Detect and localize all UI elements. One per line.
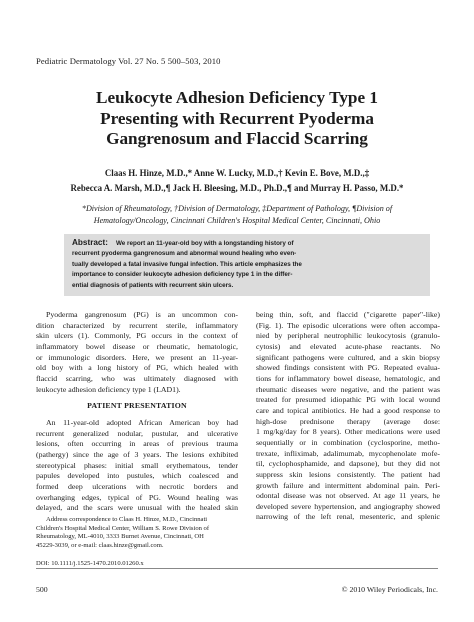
body-line: nied by peripheral neutrophilic leukocytosis (granulo- bbox=[256, 331, 440, 341]
abstract-box bbox=[64, 234, 430, 296]
abstract-first-line bbox=[72, 238, 422, 249]
body-line: inflammatory bowel disease or rheumatic, hematologic, bbox=[36, 341, 238, 351]
body-line: care and topical antibiotics. He had a good response to bbox=[256, 405, 440, 415]
footnote-line: Rheumatology, ML-4010, 3333 Burnet Avenue, Cincinnati, OH bbox=[36, 533, 204, 541]
body-line: (pathergy) since the age of 3 years. The lesions exhibited bbox=[36, 449, 238, 459]
body-line: delayed, and the scars were unusual with the healed skin bbox=[36, 503, 238, 513]
body-line: skin ulcers (1). Commonly, PG occurs in the context of bbox=[36, 331, 238, 341]
body-line: rheumatic diseases were negative, and the patient was bbox=[256, 384, 440, 394]
abstract-line: tually developed a fatal invasive fungal infection. This article emphasizes the bbox=[72, 260, 302, 268]
body-line: high-dose prednisone therapy (average dose: bbox=[256, 416, 440, 426]
footnote-line: Address correspondence to Claas H. Hinze, M.D., Cincinnati bbox=[46, 516, 208, 523]
abstract-line: ential diagnosis of patients with recurrent skin ulcers. bbox=[72, 281, 234, 289]
affiliation-line: *Division of Rheumatology, †Division of Dermatology, ‡Department of Pathology, ¶Division of bbox=[81, 204, 393, 213]
footnote-line: Children's Hospital Medical Center, William S. Rowe Division of bbox=[36, 524, 210, 532]
abstract-line: importance to consider leukocyte adhesion deficiency type 1 in the differ- bbox=[72, 271, 293, 279]
body-line: (Fig. 1). The episodic ulcerations were often accompa- bbox=[256, 320, 440, 330]
body-line: or immunologic disorders. Here, we present an 11-year- bbox=[36, 352, 238, 362]
body-line: trexate, infliximab, adalimumab, mycophenolate mofe- bbox=[256, 448, 440, 458]
body-line: tions for inflammatory bowel disease, hematologic, and bbox=[256, 373, 440, 383]
left-column bbox=[36, 310, 238, 514]
author-list bbox=[30, 166, 444, 196]
section-heading: PATIENT PRESENTATION bbox=[87, 401, 187, 411]
doi: DOI: 10.1111/j.1525-1470.2010.01260.x bbox=[36, 560, 144, 567]
author-line: Claas H. Hinze, M.D.,* Anne W. Lucky, M.D.,† Kevin E. Bove, M.D.,‡ bbox=[104, 168, 370, 178]
body-line: treated for presumed idiopathic PG with local wound bbox=[256, 395, 440, 405]
article-title bbox=[40, 88, 434, 150]
body-line: odontal disease was not observed. At age 11 years, he bbox=[256, 491, 440, 501]
body-line: sequentially or in combination (cyclosporine, metho- bbox=[256, 437, 440, 447]
body-line: papules developed into pustules, which coalesced and bbox=[36, 471, 238, 481]
title-line: Presenting with Recurrent Pyoderma bbox=[100, 108, 374, 128]
body-line: developed severe hypertension, and angiography showed bbox=[256, 501, 440, 511]
body-line: showed findings consistent with PG. Repeated evalua- bbox=[256, 363, 440, 373]
body-line: old boy with a long history of PG, which healed with bbox=[36, 363, 238, 373]
abstract-label: Abstract: bbox=[72, 238, 108, 247]
body-line: dition characterized by recurrent sterile, inflammatory bbox=[36, 320, 238, 330]
body-line: An 11-year-old adopted African American boy had bbox=[46, 417, 238, 427]
title-line: Leukocyte Adhesion Deficiency Type 1 bbox=[96, 88, 378, 107]
page-number: 500 bbox=[36, 585, 48, 594]
right-column bbox=[256, 310, 440, 523]
body-line: lesions, often occurring in areas of previous trauma bbox=[36, 439, 238, 449]
footer-divider bbox=[36, 568, 438, 569]
body-line: overhanging edges, typical of PG. Wound healing was bbox=[36, 492, 238, 502]
author-line: Rebecca A. Marsh, M.D.,¶ Jack H. Bleesing, M.D., Ph.D.,¶ and Murray H. Passo, M.D.* bbox=[70, 183, 404, 193]
abstract-line: recurrent pyoderma gangrenosum and abnormal wound healing who even- bbox=[72, 250, 297, 258]
abstract-text: We report an 11-year-old boy with a longstanding history of bbox=[115, 240, 294, 247]
journal-citation: Pediatric Dermatology Vol. 27 No. 5 500–503, 2010 bbox=[36, 56, 221, 66]
body-line: til, cyclophosphamide, and dapsone), but they did not bbox=[256, 459, 440, 469]
body-line: being thin, soft, and flaccid ("cigarette paper"-like) bbox=[256, 310, 440, 319]
body-line: significant pathogens were cultured, and a skin biopsy bbox=[256, 352, 440, 362]
correspondence-footnote bbox=[36, 516, 240, 550]
copyright-notice: © 2010 Wiley Periodicals, Inc. bbox=[341, 585, 438, 594]
body-line: cytosis) and elevated acute-phase reactants. No bbox=[256, 341, 440, 351]
body-line: suppress skin lesions consistently. The patient had bbox=[256, 469, 440, 479]
body-line: formed deep ulcerations with necrotic borders and bbox=[36, 481, 238, 491]
body-line: Pyoderma gangrenosum (PG) is an uncommon con- bbox=[46, 310, 238, 319]
footnote-line: 45229-3039, or e-mail: claas.hinze@gmail.com. bbox=[36, 541, 164, 549]
body-line: growth failure and intermittent abdominal pain. Peri- bbox=[256, 480, 440, 490]
body-line: narrowing of the left renal, mesenteric, and splenic bbox=[256, 512, 440, 522]
body-line: 1 mg/kg/day for 8 years). Other medications were used bbox=[256, 427, 440, 437]
body-line: leukocyte adhesion deficiency type 1 (LAD1). bbox=[36, 384, 181, 394]
body-line: recurrent generalized nodular, pustular, and ulcerative bbox=[36, 428, 238, 438]
body-line: stereotypical phases: initial small erythematous, tender bbox=[36, 460, 238, 470]
affiliation-line: Hematology/Oncology, Cincinnati Children's Hospital Medical Center, Cincinnati, Ohio bbox=[93, 216, 381, 225]
body-line: flaccid scarring, who was ultimately diagnosed with bbox=[36, 373, 238, 383]
affiliations bbox=[36, 203, 438, 227]
title-line: Gangrenosum and Flaccid Scarring bbox=[106, 129, 368, 148]
